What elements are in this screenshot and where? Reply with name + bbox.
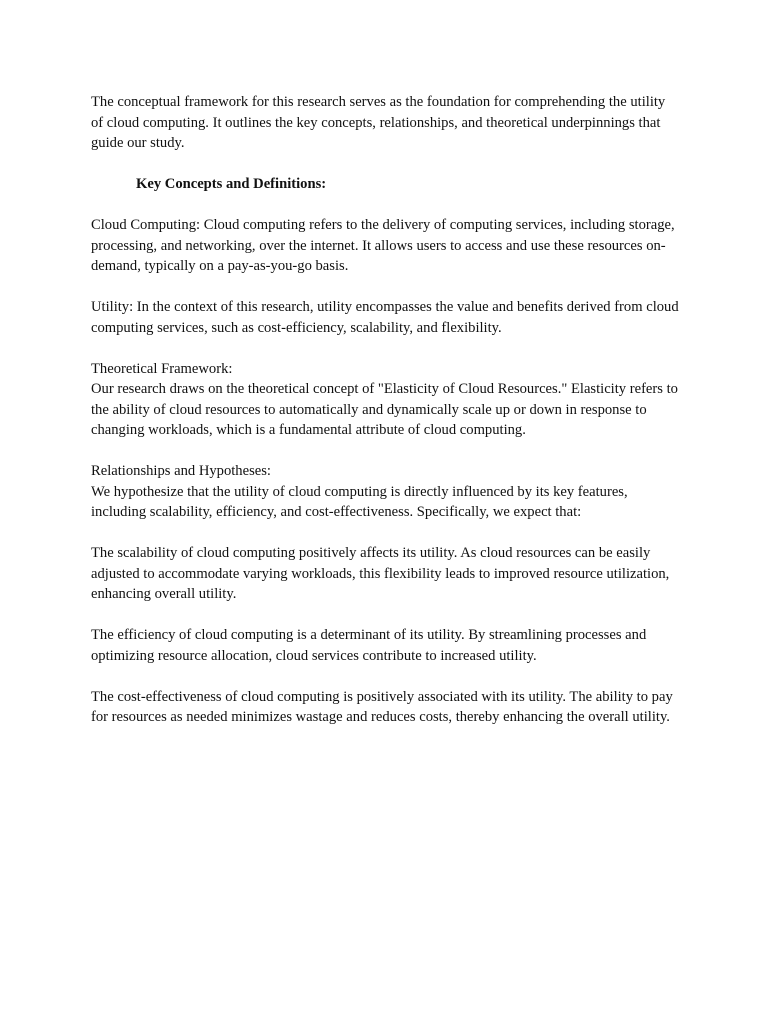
theoretical-framework-title: Theoretical Framework:: [91, 360, 233, 377]
relationships-section: [91, 461, 681, 523]
relationships-title: Relationships and Hypotheses:: [91, 463, 271, 479]
document-body: [91, 92, 681, 748]
relationships-body: We hypothesize that the utility of cloud computing is directly influenced by its key features, including scalability, efficiency, and cost-effectiveness. Specifically, we expect that:: [91, 483, 628, 520]
hypothesis-efficiency: The efficiency of cloud computing is a determinant of its utility. By streamlining processes and optimizing resource allocation, cloud services contribute to increased utility.: [91, 627, 647, 664]
utility-definition: Utility: In the context of this research, utility encompasses the value and benefits derived from cloud computing services, such as cost-efficiency, scalability, and flexibility.: [91, 299, 679, 336]
intro-paragraph: The conceptual framework for this research serves as the foundation for comprehending the utility of cloud computing. It outlines the key concepts, relationships, and theoretical underpinnings that guide our study.: [91, 94, 666, 151]
hypothesis-cost-effectiveness: The cost-effectiveness of cloud computing is positively associated with its utility. The ability to pay for resources as needed minimizes wastage and reduces costs, thereby enhancing the overall utility.: [91, 688, 673, 725]
theoretical-framework-section: [91, 359, 681, 441]
hypothesis-scalability: The scalability of cloud computing positively affects its utility. As cloud resources can be easily adjusted to accommodate varying workloads, this flexibility leads to improved resource utilization, enhancing overall utility.: [91, 545, 670, 602]
cloud-computing-definition: Cloud Computing: Cloud computing refers to the delivery of computing services, including storage, processing, and networking, over the internet. It allows users to access and use these resources on-demand, typically on a pay-as-you-go basis.: [91, 217, 675, 274]
theoretical-framework-body: Our research draws on the theoretical concept of "Elasticity of Cloud Resources." Elasticity refers to the ability of cloud resources to automatically and dynamically scale up or down in response to changing workloads, which is a fundamental attribute of cloud computing.: [91, 381, 678, 438]
key-concepts-heading: Key Concepts and Definitions:: [136, 176, 327, 192]
